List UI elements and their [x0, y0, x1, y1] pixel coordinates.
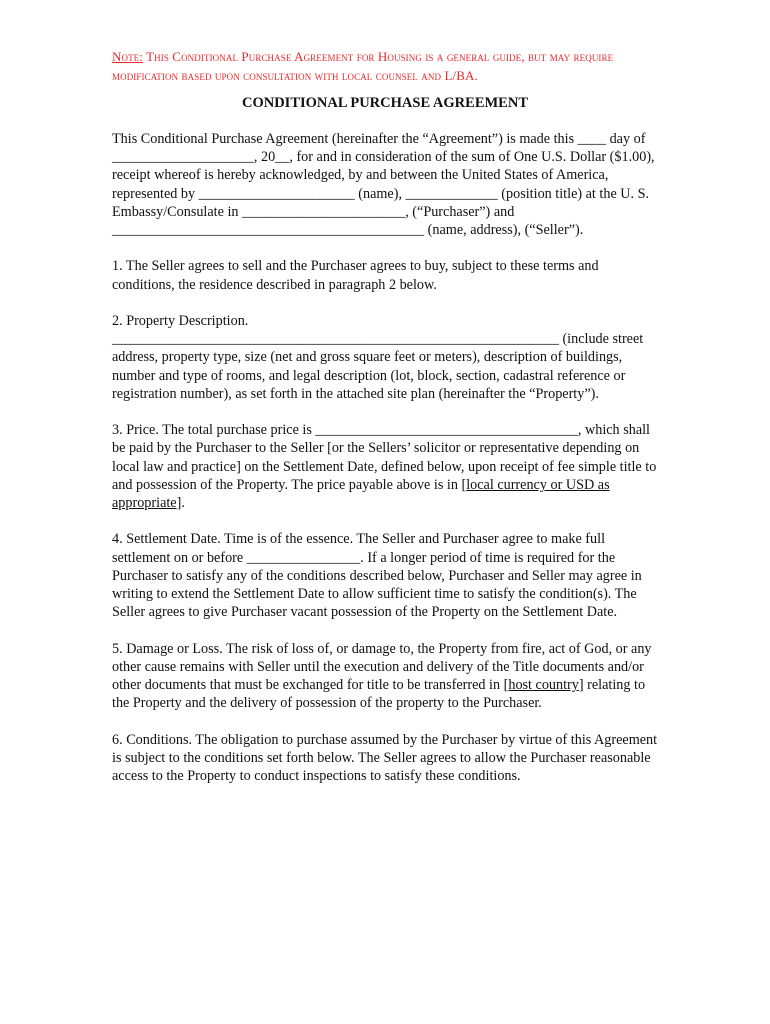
note-text: This Conditional Purchase Agreement for Housing is a general guide, but may require modification based upon consultation with local counsel and L/BA. — [112, 49, 614, 83]
section-6-paragraph: 6. Conditions. The obligation to purchase assumed by the Purchaser by virtue of this Agreement is subject to the conditions set forth below. The Seller agrees to allow the Purchaser reasonable access to the Property to conduct inspections to satisfy these conditions. — [112, 731, 658, 785]
intro-paragraph: This Conditional Purchase Agreement (hereinafter the “Agreement”) is made this ____ day of ____________________, 20__, for and in consideration of the sum of One U.S. Dollar ($1.00), receipt whereof is hereby acknowledged, by and between the United States of America, represented by ______________________ (name), _____________ (position title) at the U. S. Embassy/Consulate in _______________________, (“Purchaser”) and ____________________________________________ (name, address), (“Seller”). — [112, 131, 655, 239]
host-country-placeholder: host country — [508, 677, 579, 694]
section-5-end: ] relating to the Property and the delivery of possession of the property to the Purchaser. — [112, 677, 646, 712]
section-2-text: _______________________________________________________________ (include street address, property type, size (net and gross square feet or meters), description of buildings, number and type of rooms, and legal description (lot, block, section, cadastral reference or registration number), as set forth in the attached site plan (hereinafter the “Property”). — [112, 331, 644, 402]
document-title: CONDITIONAL PURCHASE AGREEMENT — [241, 95, 528, 111]
section-3-paragraph — [112, 421, 662, 512]
agreement-body — [112, 130, 662, 803]
section-3-text: 3. Price. The total purchase price is _____________________________________, which shall be paid by the Purchaser to the Seller [or the Sellers’ solicitor or representative depending on local law and practice] on the Settlement Date, defined below, upon receipt of fee simple title to and possession of the Property. The price payable above is in [ — [112, 422, 657, 493]
section-5-text: 5. Damage or Loss. The risk of loss of, or damage to, the Property from fire, act of God, or any other cause remains with Seller until the execution and delivery of the Title documents and/or other documents that must be exchanged for title to be transferred in [ — [112, 640, 652, 694]
currency-placeholder: local currency or USD as appropriate — [112, 476, 610, 512]
section-1-paragraph: 1. The Seller agrees to sell and the Purchaser agrees to buy, subject to these terms and conditions, the residence described in paragraph 2 below. — [112, 258, 599, 293]
section-4-paragraph: 4. Settlement Date. Time is of the essence. The Seller and Purchaser agree to make full settlement on or before ________________. If a longer period of time is required for the Purchaser to satisfy any of the conditions described below, Purchaser and Seller may agree in writing to extend the Settlement Date to allow sufficient time to satisfy the condition(s). The Seller agrees to give Purchaser vacant possession of the Property on the Settlement Date. — [112, 531, 642, 621]
section-5-paragraph — [112, 640, 662, 713]
note-label: Note: — [112, 49, 143, 64]
section-2-heading: 2. Property Description. — [112, 313, 249, 329]
section-2-paragraph — [112, 312, 662, 403]
guidance-note — [112, 47, 672, 85]
section-3-end: ]. — [176, 495, 185, 512]
